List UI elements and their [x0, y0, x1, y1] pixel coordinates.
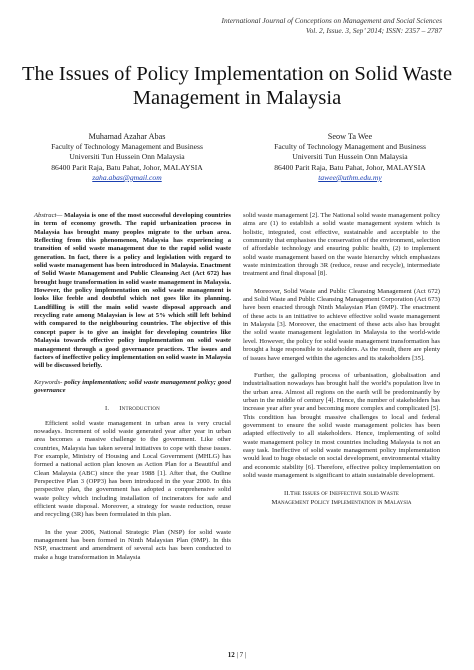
author-email-link[interactable]: tawee@uthm.edu.my: [318, 172, 382, 182]
author-university: Universiti Tun Hussein Onn Malaysia: [292, 152, 408, 162]
title-line-1: The Issues of Policy Implementation on Solid Waste: [21, 63, 453, 85]
section-number: I.: [105, 405, 110, 413]
footer-separator: |: [244, 651, 247, 659]
section-heading-introduction: [34, 405, 231, 413]
keywords: [34, 379, 231, 396]
paragraph: Efficient solid waste management in urban area is very crucial nowadays. Increment of solid waste generated year after year in urban area becomes a massive challenge to the government. Like other countries, Malaysia has taken several initiatives to cope with these issues. For example, Ministry of Housing and Local Government (MHLG) has formed a national action plan known as Action Plan for a Beautiful and Clean Malaysia (ABC) since the year 1988 [1]. After that, the Outline Perspective Plan 3 (OPP3) has been introduced in the year 2000. In this perspective plan, the government has adopted a comprehensive solid waste policy which including installation of incinerators for safe and efficient waste disposal. Moreover, a strategy for waste reduction, reuse and recycling (3R) has been formulated in this plan.: [34, 419, 231, 519]
author-university: Universiti Tun Hussein Onn Malaysia: [69, 152, 185, 162]
section-heading-issues: [243, 490, 440, 507]
paper-title: [0, 62, 474, 110]
page-footer: [0, 651, 474, 659]
section-title-line-1: The Issues of Ineffective Solid Waste: [290, 490, 399, 498]
author-block-1: [22, 131, 232, 183]
section-number: II.: [284, 490, 291, 498]
page-count: 7: [239, 651, 244, 659]
paragraph: Moreover, Solid Waste and Public Cleansing Management (Act 672) and Solid Waste and Public Cleansing Management Corporation (Act 673) have been enacted through Ninth Malaysian Plan (9MP). The enactment of these acts is an initiative to achieve effective solid waste management in Malaysia [3]. Moreover, the enactment of these acts also has brought the solid waste management legislation in Malaysia to the world-wide level. However, the policy for solid waste management transformation has brought a huge responsible to stakeholders. As the result, there are plenty of issues have emerged within the agencies and its stakeholders [35].: [243, 287, 440, 362]
keywords-label: Keywords-: [34, 378, 63, 386]
section-title-line-2: Management Policy Implementation in Malaysia: [271, 498, 412, 506]
journal-header: [142, 16, 442, 35]
journal-name: International Journal of Conceptions on Management and Social Sciences: [221, 16, 442, 25]
abstract: [34, 212, 231, 371]
paragraph: solid waste management [2]. The National solid waste management policy aims are (1) to establish a solid waste management system which is holistic, integrated, cost effective, sustainable and acceptable to the community that emphasises the conservation of the environment, selection of affordable technology and ensuring public health, (2) to implement solid waste management based on the waste hierarchy which emphasizes waste minimization through 3R (reduce, reuse and recycle), intermediate treatment and final disposal [8].: [243, 212, 440, 278]
paragraph: In the year 2006, National Strategic Plan (NSP) for solid waste management has been formed in Ninth Malaysian Plan (9MP). In this NSP, enactment and amendment of several acts has been conducted to make a huge transformation in Malaysia: [34, 528, 231, 561]
author-name: Seow Ta Wee: [327, 132, 373, 141]
right-column: [243, 212, 440, 508]
paragraph: Further, the galloping process of urbanisation, globalisation and industrialisation nowadays has brought half the world’s population live in the urban area. Almost all regions on the earth will be predominantly by urban in the middle of century [4]. Hence, the number of stakeholders has increase year after year and becoming more complex and complicated [5]. This condition has brought massive challenges to local and federal government to ensure the solid waste management policies has been adapted effectively to all stakeholders. Hence, implementing of solid waste management policy in most countries including Malaysia is not an easy task. Ineffective of solid waste management policy implementation would lead to huge obstacle on social development, environmental vitality and economic stability [6]. Therefore, effective policy implementation on solid waste management is significant to attain sustainable development.: [243, 371, 440, 479]
title-line-2: Management in Malaysia: [132, 87, 342, 109]
page-number: 12: [227, 651, 235, 659]
author-affiliation: Faculty of Technology Management and Business: [51, 142, 203, 151]
footer-separator: |: [236, 651, 238, 659]
abstract-text: Malaysia is one of the most successful developing countries in term of economy growth. The rapid urbanization process in Malaysia has brought many peoples migrate to the urban area. Reflecting from this phenomenon, Malaysia has experiencing a transition of solid waste management due to the rapid solid waste generation. In fact, there is a policy and legislation with regard to solid waste management has been introduced in Malaysia. Enactment of Solid Waste Management and Public Cleansing Act (Act 672) has brought huge transformation in solid waste management in Malaysia. However, the policy implementation on solid waste management is looks like feeble and doubtful which not goes like its planning. Landfilling is still the main solid waste disposal approach and recycling rate among Malaysian is low at 5% which still left behind with compared to the neighbouring countries. The objective of this concept paper is to give an insight for developing countries like Malaysia towards effective policy implementation on solid waste management through a good governance practices. The issues and factors of ineffective policy implementation on solid waste in Malaysia will be discussed briefly.: [34, 212, 231, 370]
author-email-link[interactable]: zaha.abas@gmail.com: [92, 172, 162, 182]
author-address: 86400 Parit Raja, Batu Pahat, Johor, MALAYSIA: [274, 162, 426, 172]
author-address: 86400 Parit Raja, Batu Pahat, Johor, MALAYSIA: [51, 162, 203, 172]
keywords-text: policy implementation; solid waste management policy; good governance: [34, 378, 232, 394]
author-name: Muhamad Azahar Abas: [88, 132, 166, 141]
left-column: [34, 212, 231, 562]
author-affiliation: Faculty of Technology Management and Business: [274, 142, 426, 151]
journal-issue: Vol. 2, Issue. 3, Sep’ 2014; ISSN: 2357 – 2787: [305, 25, 442, 35]
section-title: Introduction: [119, 405, 160, 413]
abstract-label: Abstract—: [34, 212, 63, 219]
author-block-2: [245, 131, 455, 183]
